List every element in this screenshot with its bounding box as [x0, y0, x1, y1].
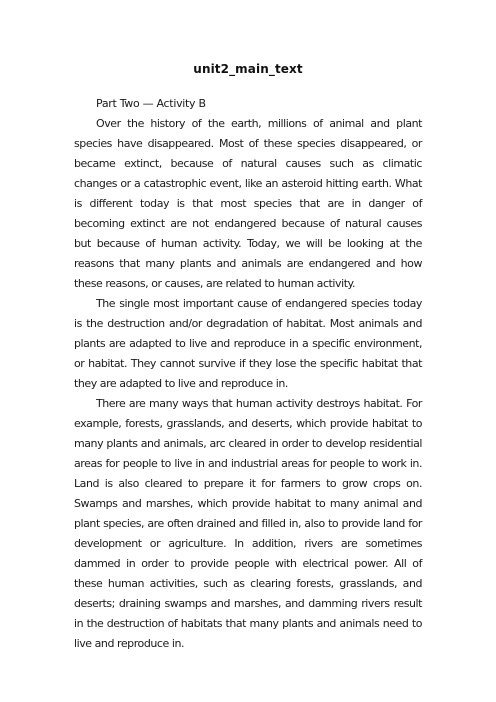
- paragraph-3: There are many ways that human activity destroys habitat. For example, forests, grasslands, and deserts, which provide habitat to many plants and animals, arc cleared in order to develop residential areas for people to live in and industrial areas for people to work in. Land is also cleared to prepare it for farmers to grow crops on. Swamps and marshes, which provide habitat to many animal and plant species, are often drained and filled in, also to provide land for development or agriculture. In addition, rivers are sometimes dammed in order to provide people with electrical power. All of these human activities, such as clearing forests, grasslands, and deserts; draining swamps and marshes, and damming rivers result in the destruction of habitats that many plants and animals need to live and reproduce in.: [74, 397, 422, 650]
- section-label: Part Two — Activity B: [96, 97, 206, 110]
- document-title: unit2_main_text: [193, 62, 303, 76]
- paragraph-2: The single most important cause of endangered species today is the destruction and/or degradation of habitat. Most animals and plants are adapted to live and reproduce in a specific environment, or habitat. They cannot survive if they lose the specific habitat that they are adapted to live and reproduce in.: [74, 297, 422, 390]
- paragraph-1: Over the history of the earth, millions of animal and plant species have disappeared. Most of these species disappeared, or became extinct, because of natural causes such as climatic changes or a catastrophic event, like an asteroid hitting earth. What is different today is that most species that are in danger of becoming extinct are not endangered because of natural causes but because of human activity. Today, we will be looking at the reasons that many plants and animals are endangered and how these reasons, or causes, are related to human activity.: [74, 117, 422, 290]
- document-body: [74, 94, 422, 654]
